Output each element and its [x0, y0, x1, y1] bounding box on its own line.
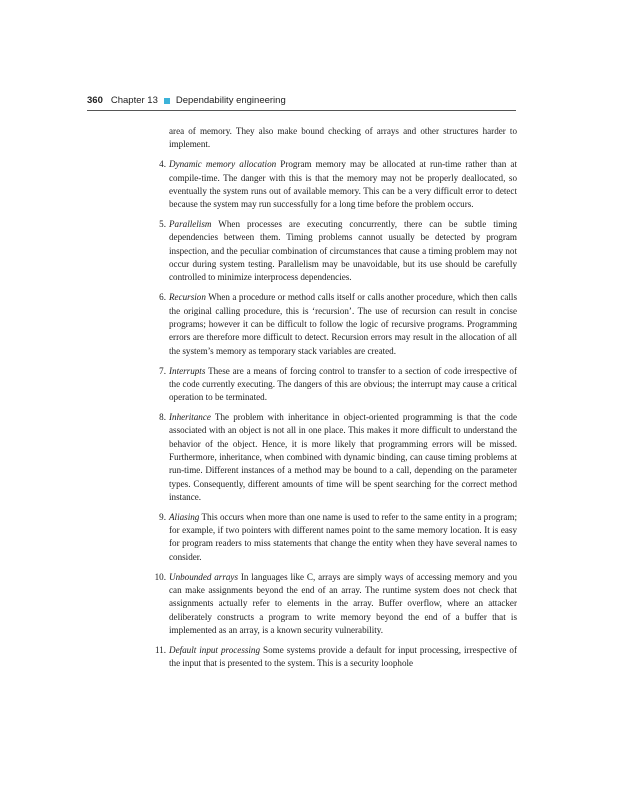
list-item-unbounded-arrays — [154, 571, 517, 637]
list-item-recursion — [159, 291, 517, 357]
item-number: 10. — [154, 571, 166, 582]
chapter-label: Chapter 13 — [110, 95, 158, 106]
item-text: This occurs when more than one name is used to refer to the same entity in a program; for example, if two pointers with different names point to the same memory location. It is easy for program readers to miss statements that change the entity when they have several names to consider. — [169, 511, 517, 562]
item-number: 5. — [159, 219, 166, 230]
list-item-parallelism — [159, 218, 517, 284]
item-text: In languages like C, arrays are simply ways of accessing memory and you can make assignments beyond the end of an array. The runtime system does not check that assignments actually refer to elements in the array. Buffer overflow, where an attacker deliberately constructs a program to write memory beyond the end of a buffer that is implemented as an array, is a known security vulnerability. — [169, 571, 517, 635]
list-item-aliasing — [159, 511, 517, 564]
list-item-inheritance — [159, 411, 517, 504]
square-bullet-icon — [164, 98, 170, 104]
item-text: When a procedure or method calls itself or calls another procedure, which then calls the original calling procedure, this is ‘recursion’. The use of recursion can result in concise programs; however it can be difficult to follow the logic of recursive programs. Programming errors are therefore more difficult to detect. Recursion errors may result in the allocation of all the system’s memory as temporary stack variables are created. — [169, 292, 517, 356]
intro-paragraph: area of memory. They also make bound checking of arrays and other structures harder to implement. — [169, 126, 517, 150]
item-term: Inheritance — [169, 412, 211, 423]
item-number: 11. — [154, 644, 166, 655]
page-number: 360 — [87, 95, 103, 106]
item-term: Unbounded arrays — [169, 571, 239, 582]
header-divider — [87, 110, 516, 111]
item-number: 6. — [159, 292, 166, 303]
item-term: Aliasing — [169, 511, 200, 522]
item-term: Default input processing — [169, 644, 261, 655]
list-item-default-input-processing — [154, 644, 517, 671]
chapter-title: Dependability engineering — [175, 95, 286, 106]
list-item-dynamic-memory-allocation — [159, 158, 517, 211]
page-body — [154, 125, 517, 670]
item-term: Recursion — [169, 292, 206, 303]
item-term: Dynamic memory allocation — [169, 159, 277, 170]
running-header — [87, 95, 517, 106]
item-number: 9. — [159, 511, 166, 522]
item-number: 7. — [159, 365, 166, 376]
item-number: 8. — [159, 412, 166, 423]
item-term: Interrupts — [169, 365, 206, 376]
item-number: 4. — [159, 159, 166, 170]
item-text: Some systems provide a default for input processing, irrespective of the input that is presented to the system. This is a security loophole — [169, 644, 517, 669]
item-text: The problem with inheritance in object-oriented programming is that the code associated with an object is not all in one place. This makes it more difficult to understand the behavior of the object. Hence, it is more likely that programming errors will be missed. Furthermore, inheritance, when combined with dynamic binding, can cause timing problems at run-time. Different instances of a method may be bound to a call, depending on the parameter types. Consequently, different amounts of time will be spent searching for the correct method instance. — [169, 412, 517, 502]
list-item-interrupts — [159, 365, 517, 405]
item-term: Parallelism — [169, 219, 212, 230]
item-text: These are a means of forcing control to transfer to a section of code irrespective of the code currently executing. The dangers of this are obvious; the interrupt may cause a critical operation to be terminated. — [169, 365, 517, 403]
item-text: When processes are executing concurrently, there can be subtle timing dependencies between them. Timing problems cannot usually be detected by program inspection, and the peculiar combination of circumstances that cause a timing problem may not occur during system testing. Parallelism may be unavoidable, but its use should be carefully controlled to minimize interprocess dependencies. — [169, 219, 517, 283]
item-text: Program memory may be allocated at run-time rather than at compile-time. The danger with this is that the memory may not be properly deallocated, so eventually the system runs out of available memory. This can be a very difficult error to detect because the system may run successfully for a long time before the problem occurs. — [169, 159, 517, 210]
